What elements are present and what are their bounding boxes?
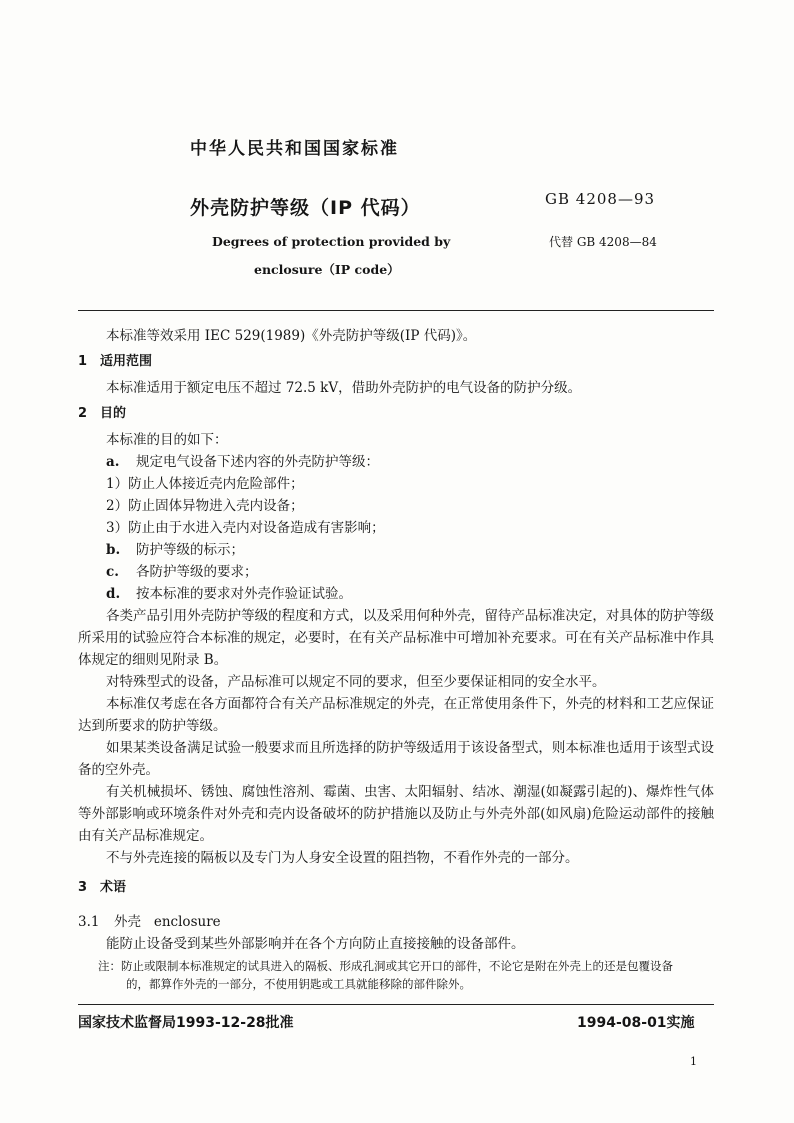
standard-title-zh: 外壳防护等级（IP 代码）	[190, 197, 421, 219]
note-text-line1: 防止或限制本标准规定的试具进入的隔板、形成孔洞或其它开口的部件，不论它是附在外壳上的还是包覆设备	[121, 959, 673, 973]
effective-date: 1994-08-01实施	[577, 1015, 695, 1031]
section-number: 2	[78, 406, 88, 421]
note-label: 注：	[98, 959, 121, 973]
term-en: enclosure	[153, 914, 221, 930]
standard-title-en-line1: Degrees of protection provided by	[212, 234, 451, 249]
section-title: 目的	[100, 406, 127, 421]
section-3-heading	[78, 869, 714, 903]
term-definition: 能防止设备受到某些外部影响并在各个方向防止直接接触的设备部件。	[106, 936, 525, 952]
header-divider	[78, 310, 714, 311]
footer-divider	[78, 1004, 714, 1005]
section-number: 1	[78, 354, 88, 369]
section-2-paragraph: 有关机械损坏、锈蚀、腐蚀性溶剂、霉菌、虫害、太阳辐射、结冰、潮湿(如凝露引起的)、爆炸性气体等外部影响或环境条件对外壳和壳内设备破坏的防护措施以及防止与外壳外部(如风扇)危险运动部件的接触由有关产品标准规定。	[78, 784, 714, 844]
section-2-paragraph: 对特殊型式的设备，产品标准可以规定不同的要求，但至少要保证相同的安全水平。	[106, 674, 606, 690]
list-item: 1）防止人体接近壳内危险部件；	[106, 476, 304, 492]
list-item: 3）防止由于水进入壳内对设备造成有害影响；	[106, 520, 385, 536]
page-number: 1	[690, 1055, 697, 1068]
approval-date: 国家技术监督局1993-12-28批准	[78, 1015, 294, 1031]
list-item: d. 按本标准的要求对外壳作验证试验。	[106, 586, 352, 602]
intro-paragraph: 本标准等效采用 IEC 529(1989)《外壳防护等级(IP 代码)》。	[106, 328, 477, 344]
section-1-heading	[78, 347, 714, 377]
term-note	[78, 957, 714, 975]
term-3-1	[78, 903, 714, 933]
list-item: b. 防护等级的标示；	[106, 542, 244, 558]
replaces-standard: 代替 GB 4208—84	[549, 235, 657, 249]
section-2-lead: 本标准的目的如下：	[106, 432, 228, 448]
standard-title-en-line2: enclosure（IP code）	[254, 262, 400, 277]
standard-number: GB 4208—93	[545, 190, 656, 208]
list-item: c. 各防护等级的要求；	[106, 564, 258, 580]
section-2-paragraph: 不与外壳连接的隔板以及专门为人身安全设置的阻挡物，不看作外壳的一部分。	[106, 850, 579, 866]
section-1-text: 本标准适用于额定电压不超过 72.5 kV，借助外壳防护的电气设备的防护分级。	[106, 380, 582, 396]
section-2-paragraph: 各类产品引用外壳防护等级的程度和方式，以及采用何种外壳，留待产品标准决定，对具体的防护等级所采用的试验应符合本标准的规定，必要时，在有关产品标准中可增加补充要求。可在有关产品标准中作具体规定的细则见附录 B。	[78, 608, 714, 668]
section-2-heading	[78, 399, 714, 429]
note-text-line2: 的，都算作外壳的一部分，不使用钥匙或工具就能移除的部件除外。	[126, 977, 471, 991]
document-body	[78, 325, 714, 993]
section-number: 3	[78, 880, 88, 895]
list-item: 2）防止固体异物进入壳内设备；	[106, 498, 304, 514]
section-2-paragraph: 本标准仅考虑在各方面都符合有关产品标准规定的外壳，在正常使用条件下，外壳的材料和工艺应保证达到所要求的防护等级。	[78, 696, 714, 734]
section-2-paragraph: 如果某类设备满足试验一般要求而且所选择的防护等级适用于该设备型式，则本标准也适用于该型式设备的空外壳。	[78, 740, 714, 778]
section-title: 术语	[100, 880, 127, 895]
country-standard-heading: 中华人民共和国国家标准	[190, 139, 399, 159]
term-number: 3.1	[78, 914, 100, 930]
section-title: 适用范围	[100, 354, 153, 369]
term-zh: 外壳	[114, 914, 141, 930]
list-item: a. 规定电气设备下述内容的外壳防护等级：	[106, 454, 379, 470]
